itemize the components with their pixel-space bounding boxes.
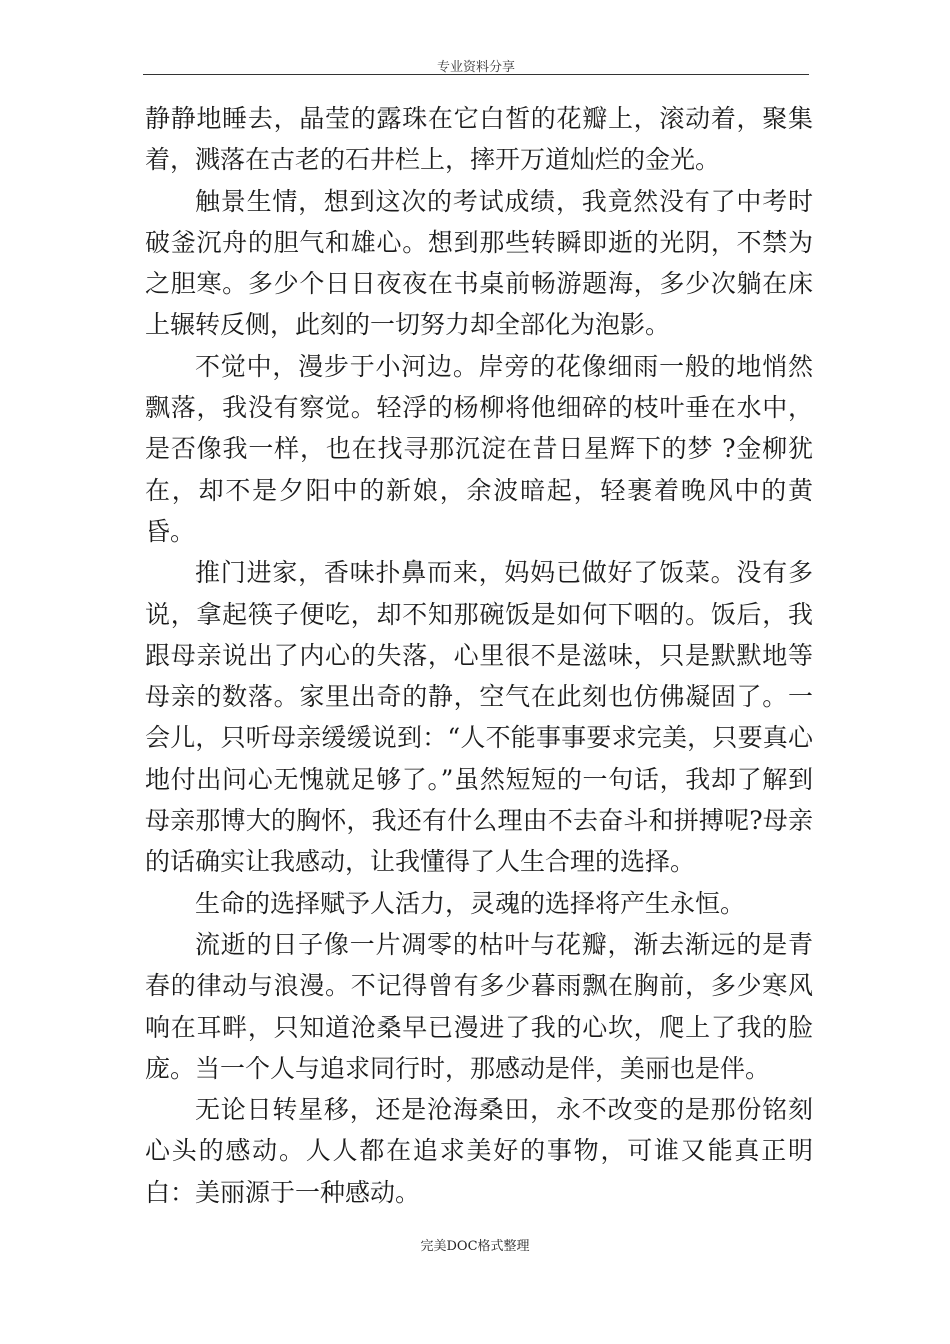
paragraph-2: 触景生情，想到这次的考试成绩，我竟然没有了中考时破釜沉舟的胆气和雄心。想到那些转瞬即逝的光阴，不禁为之胆寒。多少个日日夜夜在书桌前畅游题海，多少次躺在床上辗转反侧，此刻的一切努力却全部化为泡影。 xyxy=(145,186,813,340)
page-header: 专业资料分享 xyxy=(436,60,515,75)
paragraph-7: 无论日转星移，还是沧海桑田，永不改变的是那份铭刻心头的感动。人人都在追求美好的事物，可谁又能真正明白：美丽源于一种感动。 xyxy=(145,1095,813,1207)
paragraph-6: 流逝的日子像一片凋零的枯叶与花瓣，渐去渐远的是青春的律动与浪漫。不记得曾有多少暮雨飘在胸前，多少寒风响在耳畔，只知道沧桑早已漫进了我的心坎，爬上了我的脸庞。当一个人与追求同行时，那感动是伴，美丽也是伴。 xyxy=(145,929,813,1083)
paragraph-3: 不觉中，漫步于小河边。岸旁的花像细雨一般的地悄然飘落，我没有察觉。轻浮的杨柳将他细碎的枝叶垂在水中，是否像我一样，也在找寻那沉淀在昔日星辉下的梦 ?金柳犹在，却不是夕阳中的新娘，余波暗起，轻裹着晚风中的黄昏。 xyxy=(145,351,813,546)
paragraph-4: 推门进家，香味扑鼻而来，妈妈已做好了饭菜。没有多说，拿起筷子便吃，却不知那碗饭是如何下咽的。饭后，我跟母亲说出了内心的失落，心里很不是滋味，只是默默地等母亲的数落。家里出奇的静，空气在此刻也仿佛凝固了。一会儿，只听母亲缓缓说到：“人不能事事要求完美，只要真心地付出问心无愧就足够了。”虽然短短的一句话，我却了解到母亲那博大的胸怀，我还有什么理由不去奋斗和拼搏呢?母亲的话确实让我感动，让我懂得了人生合理的选择。 xyxy=(145,558,813,877)
paragraph-1: 静静地睡去，晶莹的露珠在它白皙的花瓣上，滚动着，聚集着，溅落在古老的石井栏上，摔开万道灿烂的金光。 xyxy=(145,104,813,175)
paragraph-5: 生命的选择赋予人活力，灵魂的选择将产生永恒。 xyxy=(195,888,746,918)
page-footer: 完美DOC格式整理 xyxy=(420,1239,530,1254)
document-body xyxy=(145,98,813,1213)
header-divider xyxy=(143,74,809,75)
